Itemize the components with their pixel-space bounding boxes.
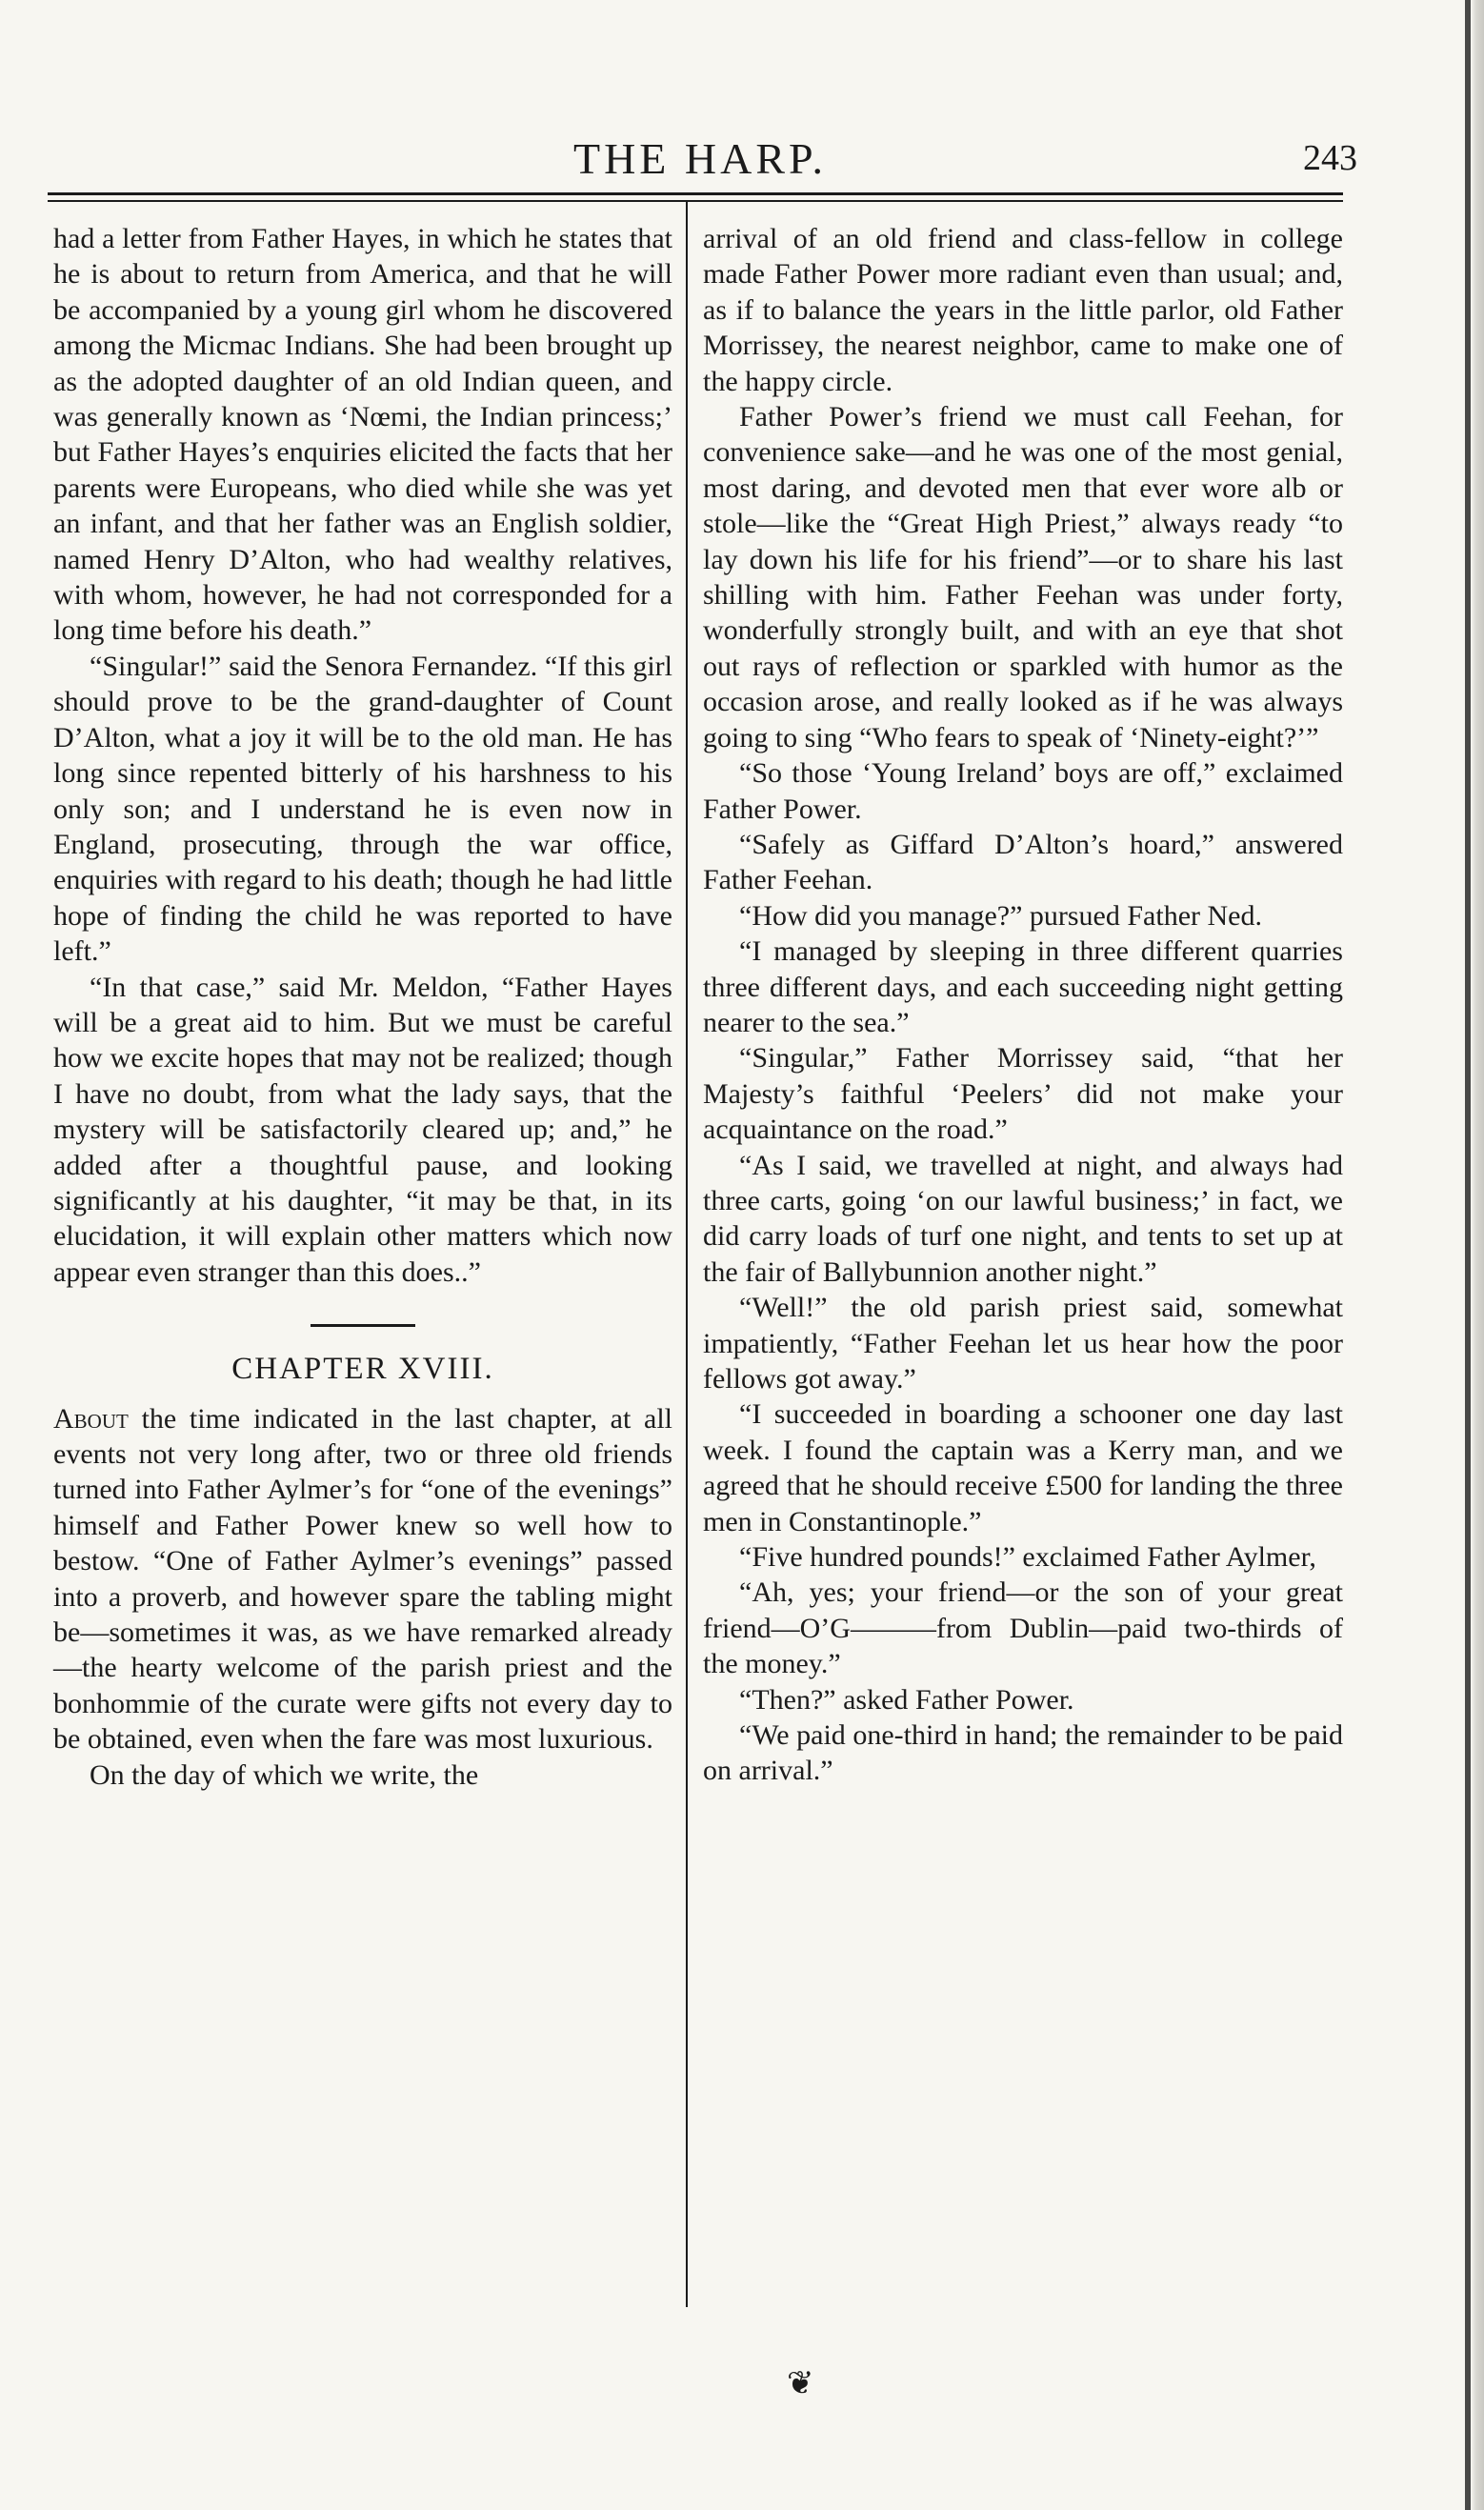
paragraph: had a letter from Father Hayes, in which he states that he is about to return from America, and that he will be accompanied by a young girl whom he discovered among the Micmac Indians. She had been brought up as the adopted daughter of an old Indian queen, and was generally known as ‘Nœmi, the Indian princess;’ but Father Hayes’s enquiries elicited the facts that her parents were Europeans, who died while she was yet an infant, and that her father was an English soldier, named Henry D’Alton, who had wealthy relatives, with whom, however, he had not corresponded for a long time before his death.”	[53, 223, 672, 647]
column-divider	[686, 202, 688, 2307]
paragraph: “Then?” asked Father Power.	[739, 1683, 1074, 1716]
page-edge	[1471, 0, 1484, 2510]
paragraph: “So those ‘Young Ireland’ boys are off,” exclaimed Father Power.	[703, 757, 1343, 825]
paragraph: “Singular!” said the Senora Fernandez. “If this girl should prove to be the grand-daughter of Count D’Alton, what a joy it will be to the old man. He has long since repented bitterly of his harshness to his only son; and I understand he is even now in England, prosecuting, through the war office, enquiries with regard to his death; though he had little hope of finding the child he was reported to have left.”	[53, 650, 672, 968]
paragraph: “We paid one-third in hand; the remainder to be paid on arrival.”	[703, 1719, 1343, 1787]
header-rule	[48, 192, 1343, 195]
paragraph: Father Power’s friend we must call Feehan, for convenience sake—and he was one of the most genial, most daring, and devoted men that ever wore alb or stole—like the “Great High Priest,” always ready “to lay down his life for his friend”—or to share his last shilling with him. Father Feehan was under forty, wonderfully strongly built, and with an eye that shot out rays of reflection or sparkled with humor as the occasion arose, and really looked as if he was always going to sing “Who fears to speak of ‘Ninety-eight?’”	[703, 401, 1343, 753]
lead-word: About	[53, 1402, 129, 1435]
paragraph: “As I said, we travelled at night, and always had three carts, going ‘on our lawful business;’ in fact, we did carry loads of turf one night, and tents to set up at the fair of Ballybunnion another night.”	[703, 1149, 1343, 1288]
paragraph: “Five hundred pounds!” exclaimed Father Aylmer,	[739, 1541, 1316, 1574]
paragraph: “I succeeded in boarding a schooner one day last week. I found the captain was a Kerry man, and we agreed that he should receive £500 for landing the three men in Constantinople.”	[703, 1398, 1343, 1537]
header-rule-thin	[48, 200, 1343, 202]
paragraph: arrival of an old friend and class-fellow in college made Father Power more radiant even than usual; and, as if to balance the years in the little parlor, old Father Morrissey, the nearest neighbor, came to make one of the happy circle.	[703, 223, 1343, 397]
chapter-separator	[311, 1324, 415, 1327]
paragraph: “How did you manage?” pursued Father Ned.	[739, 899, 1262, 932]
paragraph-text: the time indicated in the last chapter, at all events not very long after, two or three old friends turned into Father Aylmer’s for “one of the evenings” himself and Father Power knew so well how to bestow. “One of Father Aylmer’s evenings” passed into a proverb, and however spare the tabling might be—sometimes it was, as we have remarked already—the hearty welcome of the parish priest and the bonhommie of the curate were gifts not every day to be obtained, even when the fare was most luxurious.	[53, 1402, 673, 1756]
chapter-first-paragraph	[53, 1401, 672, 1757]
chapter-title: CHAPTER XVIII.	[231, 1352, 494, 1387]
paragraph: On the day of which we write, the	[90, 1758, 479, 1791]
page-header	[48, 133, 1357, 191]
paragraph: “I managed by sleeping in three different quarries three different days, and each succeeding night getting nearer to the sea.”	[703, 935, 1343, 1038]
page-number: 243	[1303, 138, 1357, 178]
paragraph: “In that case,” said Mr. Meldon, “Father Hayes will be a great aid to him. But we must be careful how we excite hopes that may not be realized; though I have no doubt, from what the lady says, that the mystery will be satisfactorily cleared up; and,” he added after a thoughtful pause, and looking significantly at his daughter, “it may be that, in its elucidation, it will explain other matters which now appear even stranger than this does..”	[53, 971, 672, 1288]
printer-ornament-icon: ❦	[787, 2366, 814, 2401]
right-column	[703, 221, 1343, 1789]
paragraph: “Well!” the old parish priest said, somewhat impatiently, “Father Feehan let us hear how the poor fellows got away.”	[703, 1292, 1343, 1395]
paragraph: “Ah, yes; your friend—or the son of your great friend—O’G———from Dublin—paid two-thirds of the money.”	[703, 1576, 1343, 1680]
running-title: THE HARP.	[572, 134, 828, 183]
paragraph: “Singular,” Father Morrissey said, “that her Majesty’s faithful ‘Peelers’ did not make your acquaintance on the road.”	[703, 1042, 1343, 1146]
paragraph: “Safely as Giffard D’Alton’s hoard,” answered Father Feehan.	[703, 828, 1343, 896]
left-column	[53, 221, 672, 1793]
